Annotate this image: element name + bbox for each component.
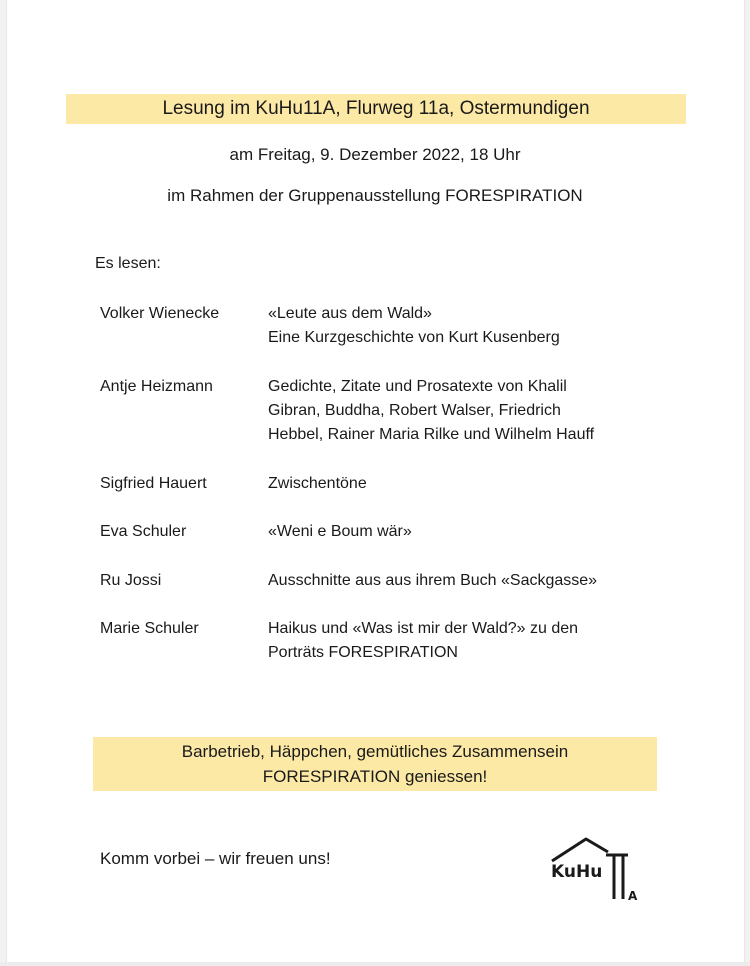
refreshments-line: Barbetrieb, Häppchen, gemütliches Zusammensein: [181, 742, 569, 761]
reader-row: [100, 302, 660, 350]
reader-row: [100, 520, 660, 544]
reader-name: Volker Wienecke: [100, 305, 220, 322]
reader-work-line: Ausschnitte aus aus ihrem Buch «Sackgasse»: [268, 572, 598, 589]
reader-work: [268, 520, 660, 544]
reader-work-line: Haikus und «Was ist mir der Wald?» zu den: [268, 620, 579, 637]
reader-row: [100, 569, 660, 593]
reader-work-line: Hebbel, Rainer Maria Rilke und Wilhelm Hauff: [268, 426, 595, 443]
logo-text: KuHu: [551, 862, 603, 882]
reader-work: [268, 472, 660, 496]
closing-line: Komm vorbei – wir freuen uns!: [100, 849, 331, 868]
reader-work: [268, 569, 660, 593]
event-date: am Freitag, 9. Dezember 2022, 18 Uhr: [229, 145, 521, 164]
reader-row: [100, 617, 660, 665]
reader-work-line: Porträts FORESPIRATION: [268, 644, 458, 661]
reader-work-line: «Leute aus dem Wald»: [268, 305, 432, 322]
reader-name: Ru Jossi: [100, 572, 162, 589]
event-title-banner: Lesung im KuHu11A, Flurweg 11a, Ostermundigen: [66, 94, 686, 124]
reader-work-line: «Weni e Boum wär»: [268, 523, 412, 540]
reader-work-line: Gibran, Buddha, Robert Walser, Friedrich: [268, 402, 561, 419]
refreshments-line: FORESPIRATION geniessen!: [262, 767, 488, 786]
readers-heading: Es lesen:: [95, 255, 161, 272]
reader-work-line: Eine Kurzgeschichte von Kurt Kusenberg: [268, 329, 560, 346]
reader-work: [268, 302, 660, 350]
reader-name: Sigfried Hauert: [100, 475, 207, 492]
refreshments-banner: [93, 737, 657, 791]
reader-work: [268, 617, 660, 665]
reader-work-line: Zwischentöne: [268, 475, 367, 492]
readers-list: [100, 302, 660, 665]
reader-work-line: Gedichte, Zitate und Prosatexte von Khalil: [268, 378, 567, 395]
page-edge-bottom: [0, 962, 750, 966]
event-context: im Rahmen der Gruppenausstellung FORESPIRATION: [167, 186, 583, 205]
reader-row: [100, 472, 660, 496]
reader-name: Marie Schuler: [100, 620, 199, 637]
logo-suffix: A: [628, 889, 638, 903]
reader-row: [100, 375, 660, 447]
house-logo-icon: [548, 835, 650, 905]
logo-roof: [552, 839, 608, 861]
reader-work: [268, 375, 660, 447]
reader-name: Antje Heizmann: [100, 378, 213, 395]
reader-name: Eva Schuler: [100, 523, 187, 540]
